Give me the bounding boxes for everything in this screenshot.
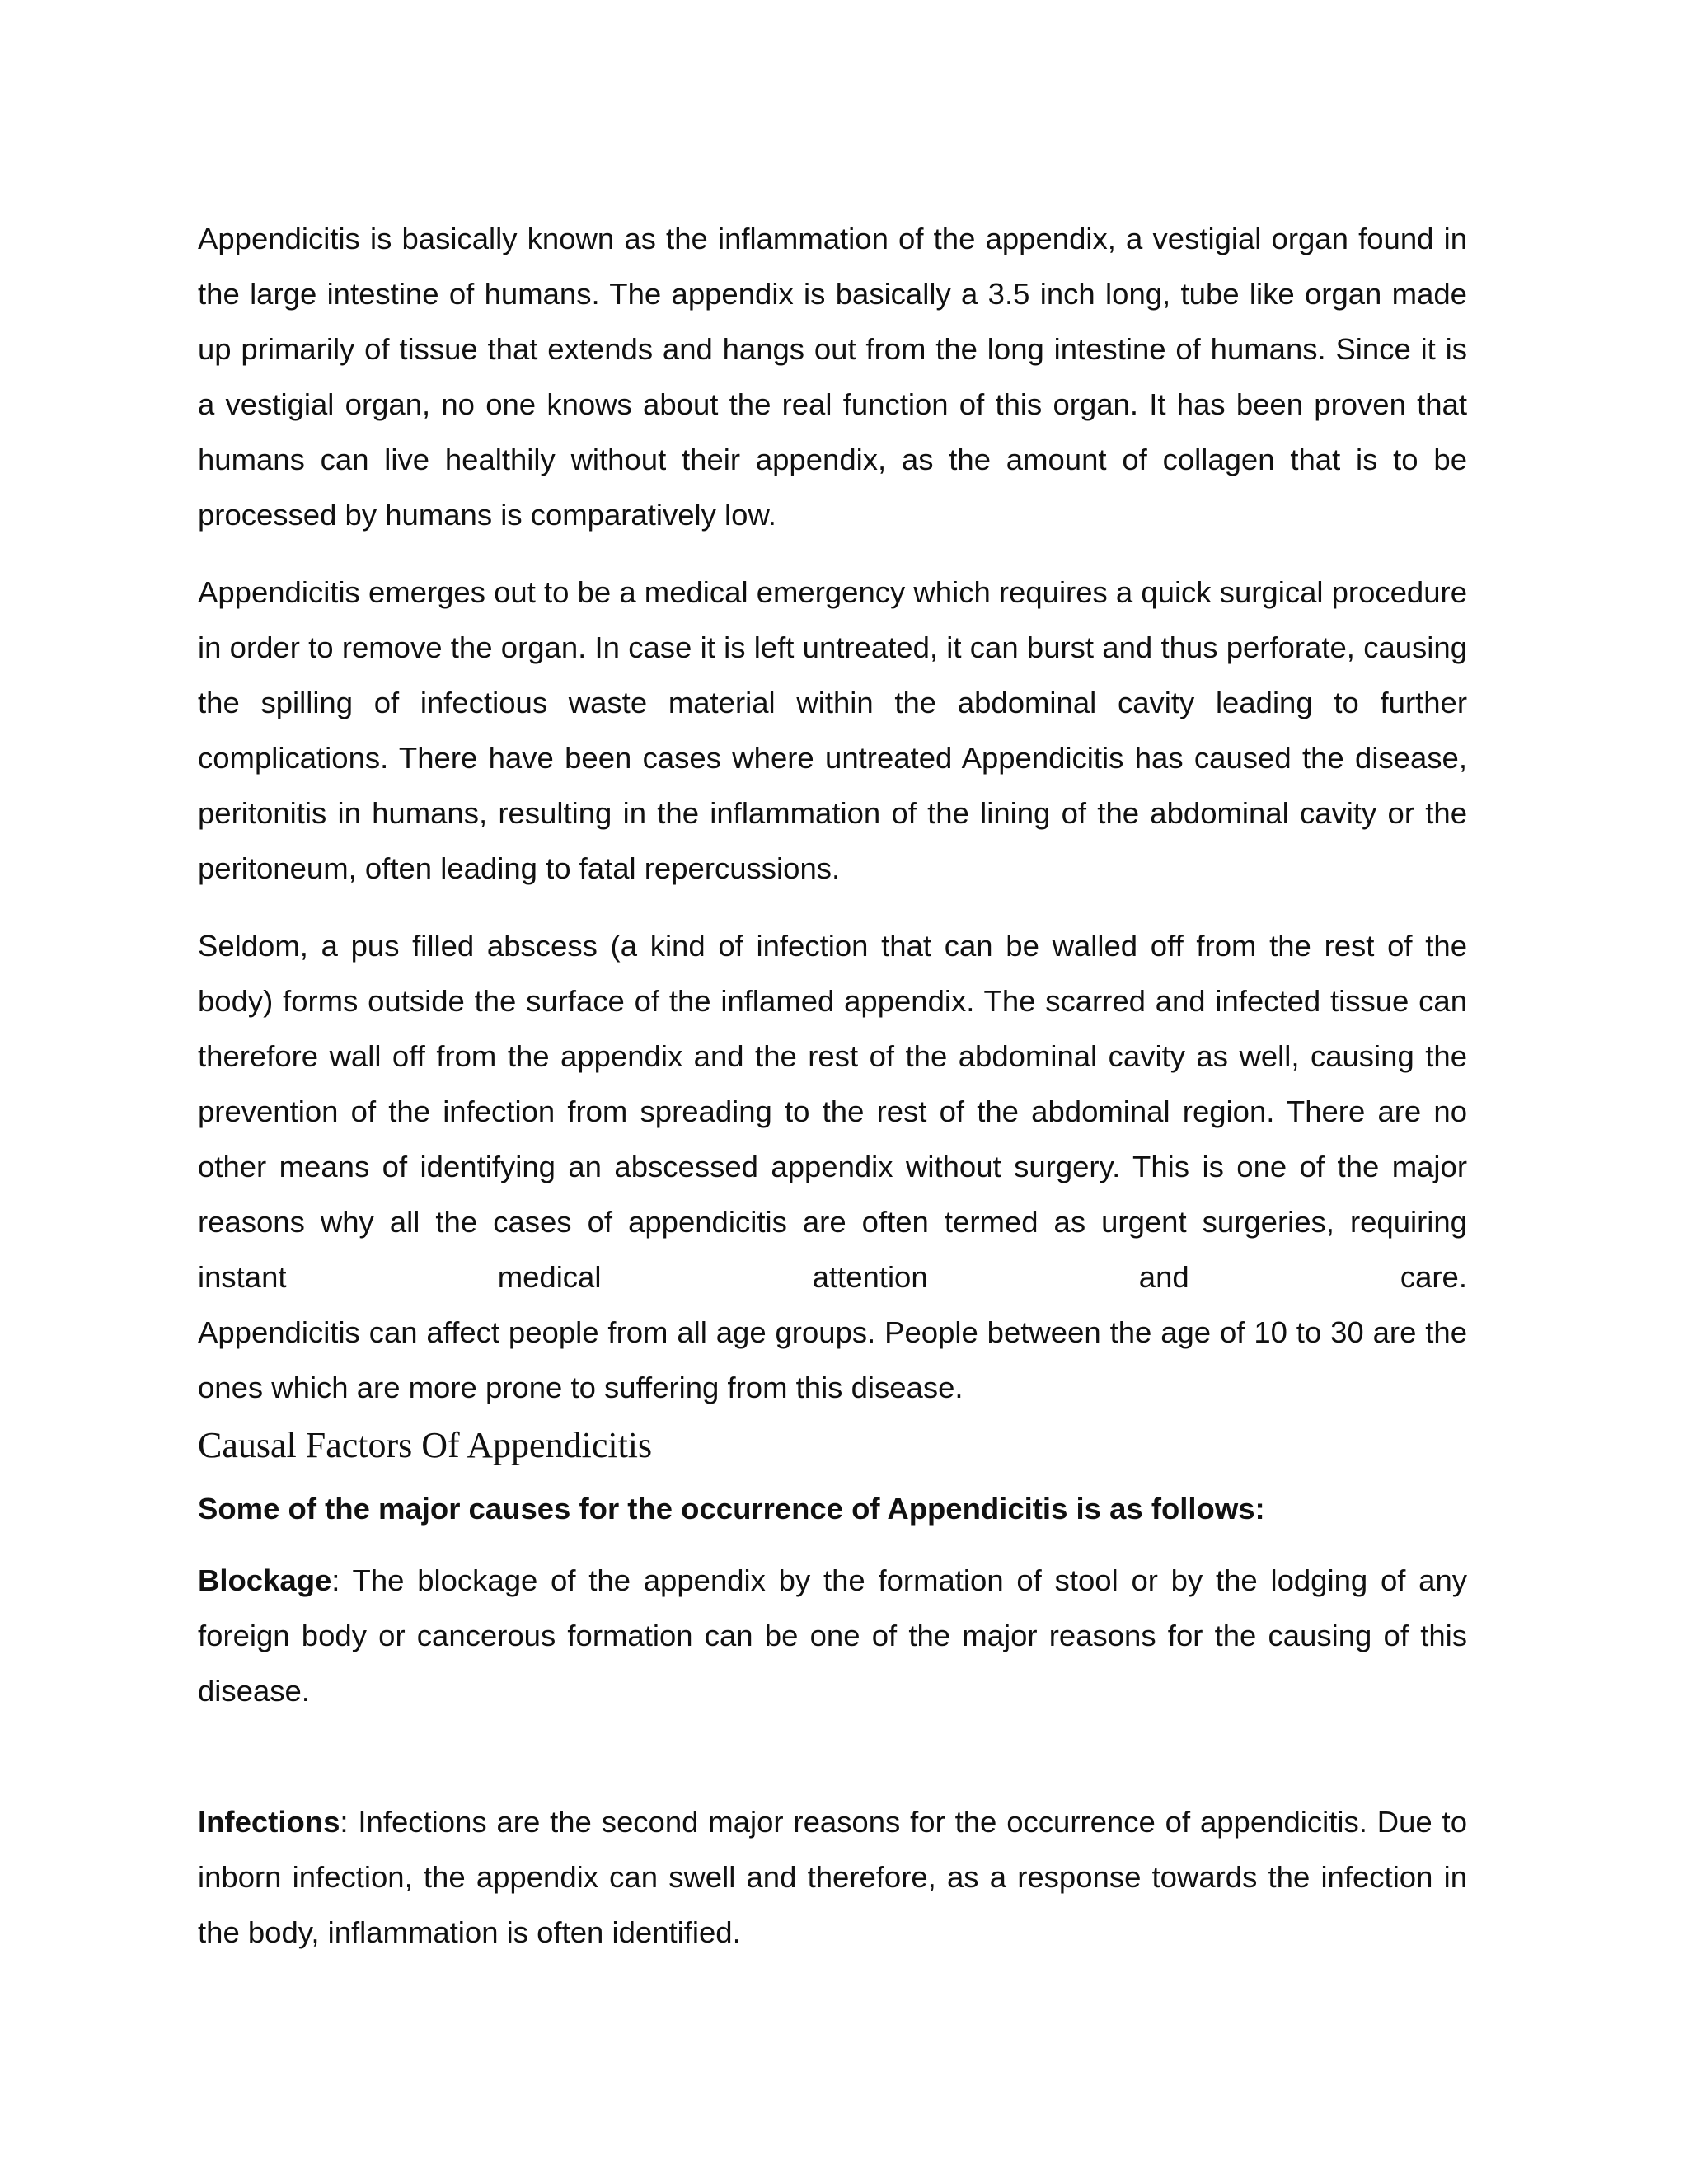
cause-term: Infections [198, 1805, 340, 1839]
document-page [198, 211, 1467, 1960]
cause-infections [198, 1794, 1467, 1960]
cause-description: : Infections are the second major reasons for the occurrence of appendicitis. Due to inborn infection, the appendix can swell and therefore, as a response towards the infection in the body, inflammation is often identified. [198, 1805, 1467, 1949]
paragraph-emergency: Appendicitis emerges out to be a medical emergency which requires a quick surgical procedure in order to remove the organ. In case it is left untreated, it can burst and thus perforate, causing the spilling of infectious waste material within the abdominal cavity leading to further complications. There have been cases where untreated Appendicitis has caused the disease, peritonitis in humans, resulting in the inflammation of the lining of the abdominal cavity or the peritoneum, often leading to fatal repercussions. [198, 575, 1467, 885]
causes-intro: Some of the major causes for the occurrence of Appendicitis is as follows: [198, 1492, 1265, 1526]
paragraph-abscess: Seldom, a pus filled abscess (a kind of infection that can be walled off from the rest of the body) forms outside the surface of the inflamed appendix. The scarred and infected tissue can therefore wall off from the appendix and the rest of the abdominal cavity as well, causing the prevention of the infection from spreading to the rest of the abdominal region. There are no other means of identifying an abscessed appendix without surgery. This is one of the major reasons why all the cases of appendicitis are often termed as urgent surgeries, requiring instant medical attention and care. [198, 929, 1467, 1294]
spacer [198, 1718, 1467, 1794]
section-heading: Causal Factors Of Appendicitis [198, 1425, 653, 1465]
cause-description: : The blockage of the appendix by the formation of stool or by the lodging of any foreign body or cancerous formation can be one of the major reasons for the causing of this disease. [198, 1563, 1467, 1708]
paragraph-age-groups: Appendicitis can affect people from all age groups. People between the age of 10 to 30 are the ones which are more prone to suffering from this disease. [198, 1315, 1467, 1404]
cause-blockage [198, 1553, 1467, 1718]
paragraph-definition: Appendicitis is basically known as the inflammation of the appendix, a vestigial organ found in the large intestine of humans. The appendix is basically a 3.5 inch long, tube like organ made up primarily of tissue that extends and hangs out from the long intestine of humans. Since it is a vestigial organ, no one knows about the real function of this organ. It has been proven that humans can live healthily without their appendix, as the amount of collagen that is to be processed by humans is comparatively low. [198, 222, 1467, 532]
cause-term: Blockage [198, 1563, 332, 1597]
